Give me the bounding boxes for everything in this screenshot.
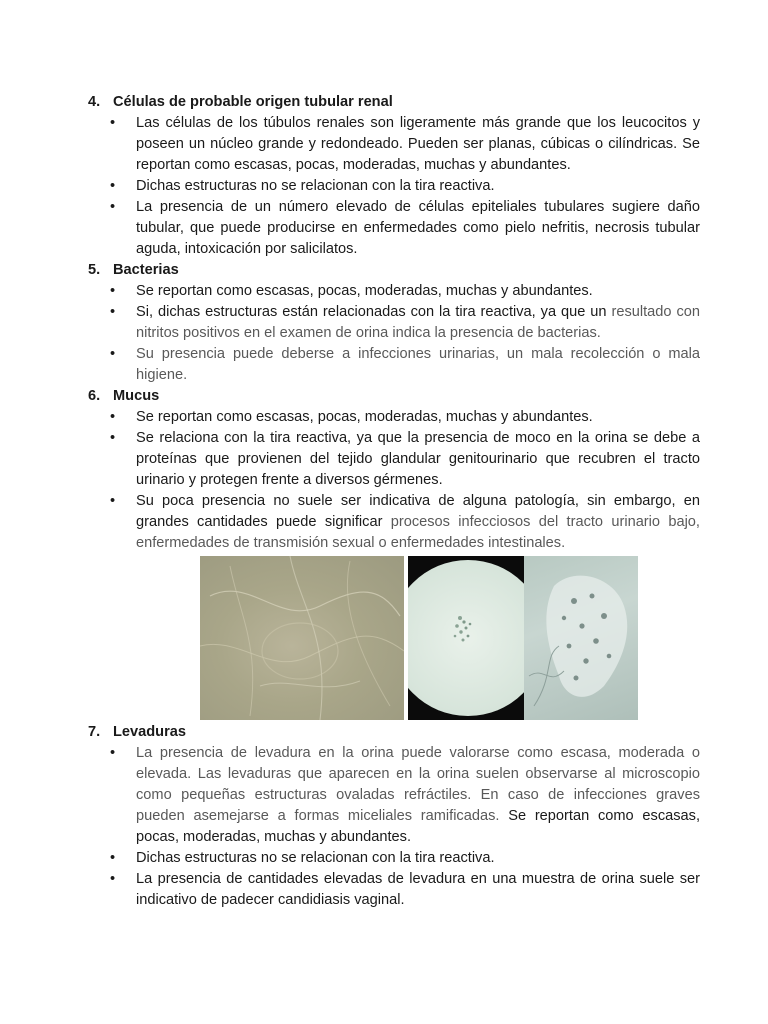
list-item: • La presencia de cantidades elevadas de levadura en una muestra de orina suele ser indicativo de padecer candidiasis vaginal. — [136, 869, 700, 911]
list-item: • Se relaciona con la tira reactiva, ya que la presencia de moco en la orina se debe a proteínas que provienen del tejido glandular genitourinario que recubren el tracto urinario y protegen frente a diversos gérmenes. — [136, 428, 700, 491]
section-heading-6 — [88, 386, 700, 407]
list-item: • Dichas estructuras no se relacionan con la tira reactiva. — [136, 848, 700, 869]
list-item-text: Su poca presencia no suele ser indicativa de alguna patología, sin embargo, en grandes cantidades puede significar — [136, 493, 700, 530]
list-item: • La presencia de un número elevado de células epiteliales tubulares sugiere daño tubular, que puede producirse en enfermedades como pielo nefritis, necrosis tubular aguda, intoxicación por salicilatos. — [136, 197, 700, 260]
list-item: • Se reportan como escasas, pocas, moderadas, muchas y abundantes. — [136, 407, 700, 428]
list-item-text: Se reportan como escasas, pocas, moderadas, muchas y abundantes. — [136, 808, 700, 845]
section-heading-4 — [88, 92, 700, 113]
bullet-list-4 — [88, 113, 700, 260]
bullet-list-6 — [88, 407, 700, 554]
section-number: 5. — [88, 262, 101, 278]
section-title: Mucus — [113, 388, 160, 404]
list-item-text: Si, dichas estructuras están relacionadas con la tira reactiva, ya que un — [136, 304, 612, 320]
list-item — [136, 302, 700, 344]
list-item: • Se reportan como escasas, pocas, moderadas, muchas y abundantes. — [136, 281, 700, 302]
section-title: Bacterias — [113, 262, 179, 278]
list-item — [136, 743, 700, 848]
microscopy-image-field-circle — [408, 556, 524, 720]
list-item: • Su presencia puede deberse a infecciones urinarias, un mala recolección o mala higiene. — [136, 344, 700, 386]
section-heading-5 — [88, 260, 700, 281]
bullet-list-7 — [88, 743, 700, 911]
list-item: • Dichas estructuras no se relacionan con la tira reactiva. — [136, 176, 700, 197]
section-number: 7. — [88, 724, 101, 740]
microscopy-image-cell-aggregate — [524, 556, 638, 720]
bullet-list-5 — [88, 281, 700, 386]
mucus-strands-drawing — [200, 556, 404, 720]
list-item-text-gray: resultado con nitritos positivos en el examen de orina indica la presencia de bacterias. — [136, 304, 700, 341]
section-title: Células de probable origen tubular renal — [113, 94, 393, 110]
list-item-text-gray: La presencia de levadura en la orina puede valorarse como escasa, moderada o elevada. Las levaduras que aparecen en la orina suelen observarse al microscopio como pequeñas estructuras ovaladas refráctiles. En caso de infecciones graves pueden asemejarse a formas miceliales ramificadas. — [136, 745, 700, 824]
section-number: 4. — [88, 94, 101, 110]
list-item-text-gray: procesos infecciosos del tracto urinario bajo, enfermedades de transmisión sexual o enfermedades intestinales. — [136, 514, 700, 551]
list-item: • Las células de los túbulos renales son ligeramente más grande que los leucocitos y poseen un núcleo grande y redondeado. Pueden ser planas, cúbicas o cilíndricas. Se reportan como escasas, pocas, moderadas, muchas y abundantes. — [136, 113, 700, 176]
cell-cluster-drawing — [408, 556, 524, 720]
section-number: 6. — [88, 388, 101, 404]
microscopy-image-mucus-strands — [200, 556, 404, 720]
section-heading-7 — [88, 722, 700, 743]
microscopy-figure — [200, 556, 638, 720]
list-item — [136, 491, 700, 554]
section-title: Levaduras — [113, 724, 187, 740]
cell-aggregate-drawing — [524, 556, 638, 720]
document-content — [88, 92, 700, 911]
